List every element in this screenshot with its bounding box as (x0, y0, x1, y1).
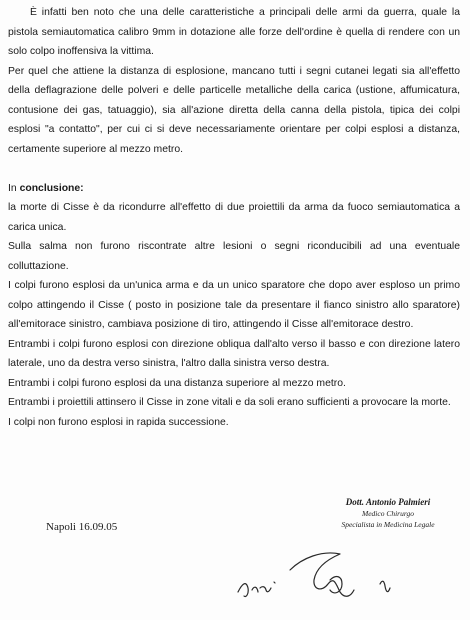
paragraph-weapon-effect: È infatti ben noto che una delle caratteristiche a principali delle armi da guerra, quale la pistola semiautomatica calibro 9mm in dotazione alle forze dell'ordine è quella di rendere con un solo colpo inoffensiva la vittima. (8, 7, 460, 57)
signatory-specialty: Specialista in Medicina Legale (341, 520, 435, 529)
document-body (8, 3, 460, 432)
paragraph-gap (8, 159, 460, 179)
conclusion-not-rapid: I colpi non furono esplosi in rapida successione. (8, 416, 229, 428)
conclusion-keyword: conclusione: (19, 182, 84, 194)
place-date: Napoli 16.09.05 (46, 521, 118, 533)
conclusion-shot-distance: Entrambi i colpi furono esplosi da una distanza superiore al mezzo metro. (8, 377, 346, 389)
conclusion-cause-of-death: la morte di Cisse è da ricondurre all'effetto di due proiettili da arma da fuoco semiautomatica a carica unica. (8, 202, 460, 233)
signatory-title: Medico Chirurgo (361, 509, 414, 518)
signatory-name: Dott. Antonio Palmieri (345, 497, 431, 507)
paragraph-firing-distance: Per quel che attiene la distanza di esplosione, mancano tutti i segni cutanei legati sia all'effetto della deflagrazione delle polveri e delle particelle metalliche della carica (ustione, affumicatura, contusione dei gas, tatuaggio), sia all'azione diretta della canna della pistola, tipica dei colpi esplosi "a contatto", per cui ci si deve necessariamente orientare per colpi esplosi a distanza, certamente superiore al mezzo metro. (8, 65, 460, 155)
conclusion-shot-direction: Entrambi i colpi furono esplosi con direzione obliqua dall'alto verso il basso e con direzione latero laterale, uno da destra verso sinistra, l'altro dalla sinistra verso destra. (8, 338, 460, 369)
conclusion-prefix: In (8, 182, 20, 194)
conclusion-no-other-lesions: Sulla salma non furono riscontrate altre lesioni o segni riconducibili ad una eventuale colluttazione. (8, 241, 460, 272)
signatory-block (318, 497, 458, 530)
conclusion-vital-zones: Entrambi i proiettili attinsero il Cisse in zone vitali e da soli erano sufficienti a provocare la morte. (8, 397, 451, 408)
conclusion-heading (8, 179, 460, 199)
conclusion-single-shooter: I colpi furono esplosi da un'unica arma e da un unico sparatore che dopo aver esploso un primo colpo attingendo il Cisse ( posto in posizione tale da presentare il fianco sinistro allo sparatore) all'emitorace sinistro, cambiava posizione di tiro, attingendo il Cisse all'emitorace destro. (8, 280, 460, 330)
handwritten-signature (230, 540, 470, 620)
